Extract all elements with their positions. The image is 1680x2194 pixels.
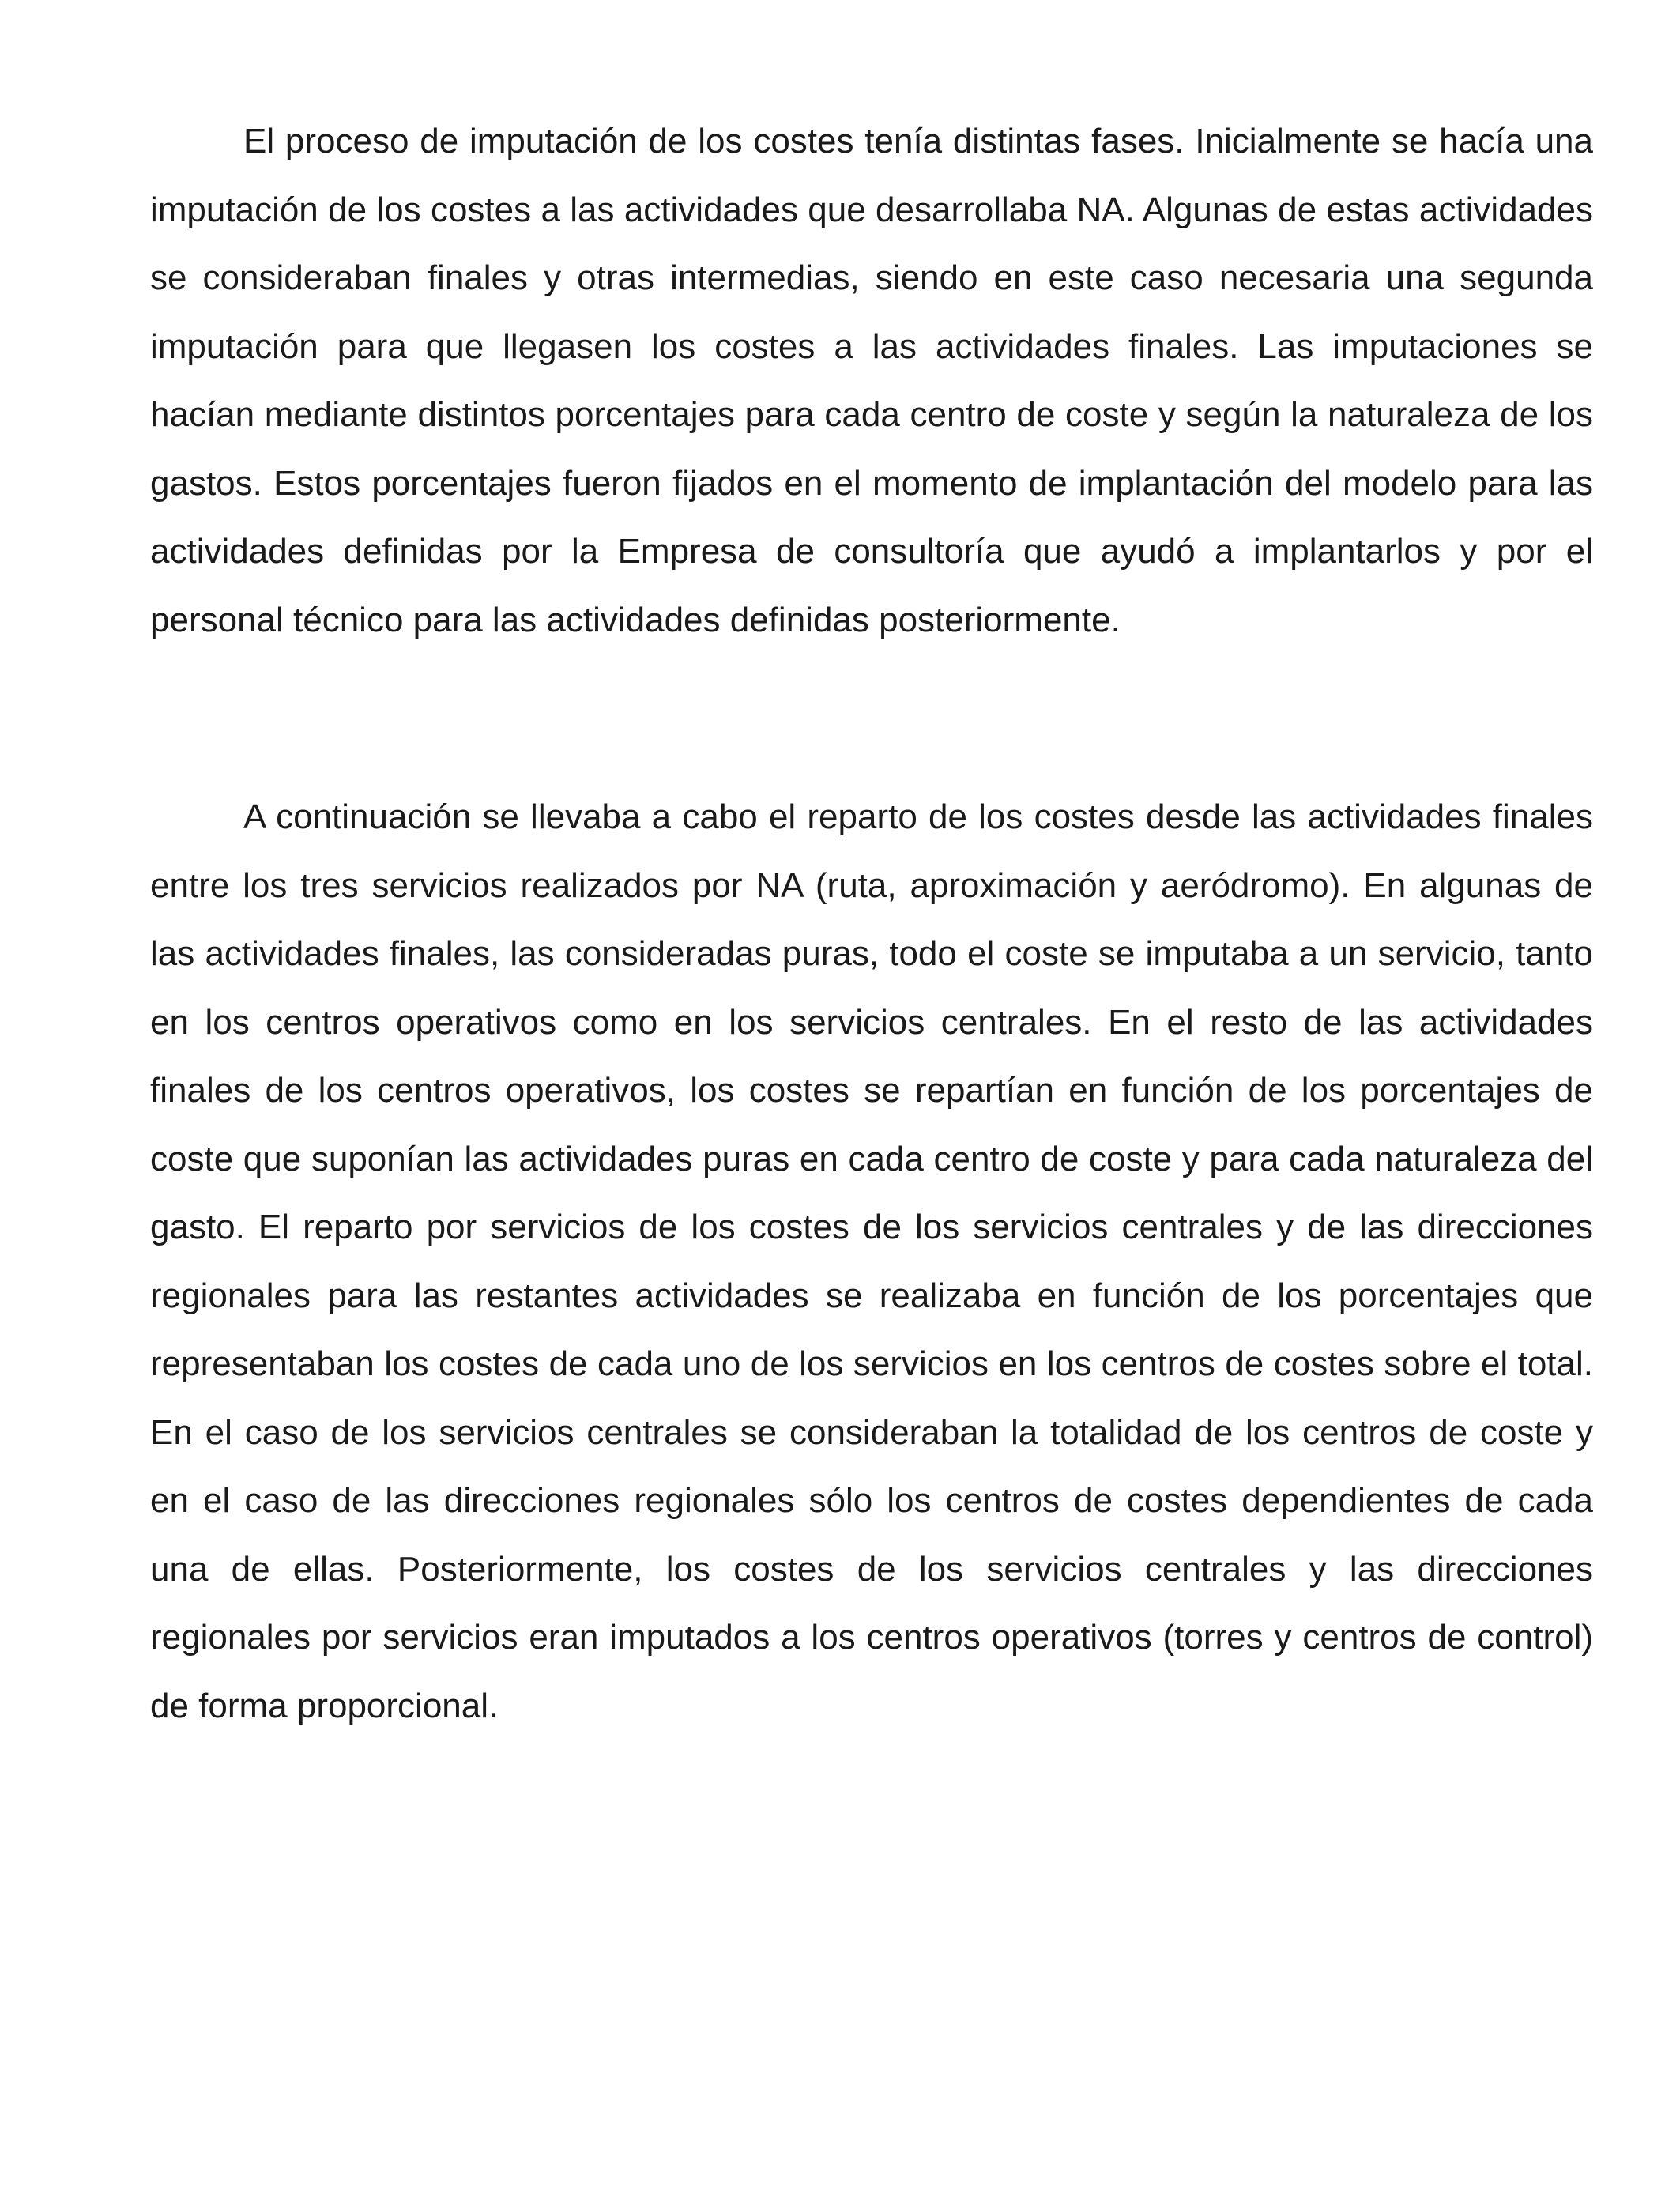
paragraph-cost-distribution-by-service: A continuación se llevaba a cabo el reparto de los costes desde las actividades finales entre los tres servicios realizados por NA (ruta, aproximación y aeródromo). En algunas de las actividades finales, las consideradas puras, todo el coste se imputaba a un servicio, tanto en los centros operativos como en los servicios centrales. En el resto de las actividades finales de los centros operativos, los costes se repartían en función de los porcentajes de coste que suponían las actividades puras en cada centro de coste y para cada naturaleza del gasto. El reparto por servicios de los costes de los servicios centrales y de las direcciones regionales para las restantes actividades se realizaba en función de los porcentajes que representaban los costes de cada uno de los servicios en los centros de costes sobre el total. En el caso de los servicios centrales se consideraban la totalidad de los centros de coste y en el caso de las direcciones regionales sólo los centros de costes dependientes de cada una de ellas. Posteriormente, los costes de los servicios centrales y las direcciones regionales por servicios eran imputados a los centros operativos (torres y centros de control) de forma proporcional. [150, 797, 1593, 1725]
paragraph-cost-imputation-process: El proceso de imputación de los costes tenía distintas fases. Inicialmente se hacía una imputación de los costes a las actividades que desarrollaba NA. Algunas de estas actividades se consideraban finales y otras intermedias, siendo en este caso necesaria una segunda imputación para que llegasen los costes a las actividades finales. Las imputaciones se hacían mediante distintos porcentajes para cada centro de coste y según la naturaleza de los gastos. Estos porcentajes fueron fijados en el momento de implantación del modelo para las actividades definidas por la Empresa de consultoría que ayudó a implantarlos y por el personal técnico para las actividades definidas posteriormente. [150, 122, 1593, 639]
